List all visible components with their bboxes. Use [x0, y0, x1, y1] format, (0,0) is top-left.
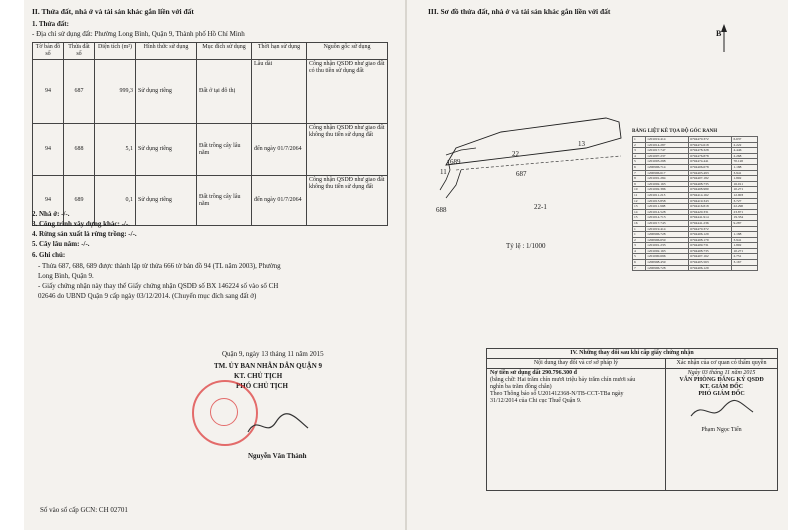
coord-cell: 11: [633, 192, 646, 198]
coord-cell: 6794406.678: [689, 164, 732, 170]
section-title: II. Thửa đất, nhà ở và tài sản khác gắn liền với đất: [32, 7, 194, 16]
coord-cell: 6.637: [732, 137, 758, 143]
coord-cell: 5: [633, 159, 646, 165]
map-label: 13: [578, 140, 585, 148]
coord-cell: 1200996.659: [646, 237, 689, 243]
address-line: - Địa chỉ sử dụng đất: Phường Long Bình, Quận 9, Thành phố Hồ Chí Minh: [32, 30, 245, 38]
coord-cell: 6794406.129: [689, 265, 732, 271]
cell-purpose: Đất trồng cây lâu năm: [197, 124, 252, 176]
coord-cell: 1201019.414: [646, 137, 689, 143]
coord-row: [633, 232, 758, 238]
notice-line: 31/12/2014 của Chi cục Thuế Quận 9.: [490, 398, 582, 404]
construction-line: 3. Công trình xây dựng khác: -/-.: [32, 220, 130, 228]
table-row: [33, 60, 388, 124]
coord-cell: 2: [633, 142, 646, 148]
map-label: 22: [512, 150, 519, 158]
cell-purpose: Đất trồng cây lâu năm: [197, 176, 252, 226]
coord-cell: 3.941: [732, 237, 758, 243]
coord-cell: 1.802: [732, 176, 758, 182]
cell-form: Sử dụng riêng: [136, 124, 197, 176]
coord-cell: 6794409.731: [689, 243, 732, 249]
cell-parcel: 687: [64, 60, 95, 124]
coord-cell: 1201001.233: [646, 243, 689, 249]
coord-cell: 6794416.818: [689, 204, 732, 210]
coord-cell: 6794407.162: [689, 254, 732, 260]
coord-cell: 6794470.372: [689, 226, 732, 232]
coord-cell: 16.011: [732, 181, 758, 187]
coord-cell: 4: [633, 153, 646, 159]
coord-table: [632, 136, 758, 271]
coord-cell: 1201002.163: [646, 181, 689, 187]
registry-number: Số vào sổ cấp GCN: CH 02701: [40, 506, 128, 514]
coord-cell: 3.941: [732, 170, 758, 176]
coord-cell: 8: [633, 176, 646, 182]
coord-cell: 6794476.878: [689, 153, 732, 159]
coord-cell: 3.167: [732, 260, 758, 266]
coord-cell: 1201014.528: [646, 209, 689, 215]
debt-line: Nợ tiền sử dụng đất 290.796.300 đ: [490, 370, 577, 376]
coord-cell: 15: [633, 215, 646, 221]
col-header: Nguồn gốc sử dụng: [307, 43, 388, 60]
coord-cell: 12: [633, 198, 646, 204]
coord-cell: 5: [633, 254, 646, 260]
coord-cell: 3: [633, 148, 646, 154]
cell-parcel: 688: [64, 124, 95, 176]
cell-parcel: 689: [64, 176, 95, 226]
vice-director: PHÓ GIÁM ĐỐC: [698, 391, 745, 397]
coord-cell: [732, 265, 758, 271]
coord-cell: 7: [633, 170, 646, 176]
coord-cell: 3: [633, 243, 646, 249]
cell-term: Lâu dài: [252, 60, 307, 124]
col-header: Diện tích (m²): [95, 43, 136, 60]
coord-row: [633, 137, 758, 143]
coord-cell: 16: [633, 220, 646, 226]
coord-cell: 6794470.372: [689, 137, 732, 143]
coord-cell: 1200998.459: [646, 260, 689, 266]
coord-cell: 6794407.182: [689, 176, 732, 182]
coord-cell: 13: [633, 204, 646, 210]
coord-row: [633, 148, 758, 154]
changes-table: [486, 348, 778, 491]
table-row: [33, 176, 388, 226]
kt-director: KT. GIÁM ĐỐC: [699, 384, 744, 390]
coord-cell: 6794414.162: [689, 192, 732, 198]
office-title: VĂN PHÒNG ĐĂNG KÝ QSDĐ: [679, 377, 764, 383]
col-header: Thời hạn sử dụng: [252, 43, 307, 60]
house-line: 2. Nhà ở: -/-.: [32, 210, 70, 218]
land-table: [32, 42, 388, 226]
coord-cell: 1201017.747: [646, 148, 689, 154]
coord-cell: 6794474.441: [689, 159, 732, 165]
coord-row: [633, 254, 758, 260]
coord-cell: 1.188: [732, 232, 758, 238]
coord-row: [633, 164, 758, 170]
map-label: 11: [440, 168, 447, 176]
signer-name: Nguyễn Văn Thành: [248, 452, 307, 460]
confirm-signer: Phạm Ngọc Tiến: [701, 427, 742, 433]
cell-area: 999,3: [95, 60, 136, 124]
cell-sheet: 94: [33, 60, 64, 124]
role-title: PHÓ CHỦ TỊCH: [236, 382, 288, 390]
coord-cell: 1201000.696: [646, 254, 689, 260]
coord-row: [633, 248, 758, 254]
coord-cell: 6794419.343: [689, 198, 732, 204]
coord-cell: 4.446: [732, 148, 758, 154]
coord-cell: 19.334: [732, 215, 758, 221]
kt-title: KT. CHỦ TỊCH: [234, 372, 283, 380]
authority-title: TM. ỦY BAN NHÂN DÂN QUẬN 9: [214, 362, 323, 370]
coord-cell: 1201019.414: [646, 226, 689, 232]
coord-row: [633, 142, 758, 148]
coord-cell: 1.188: [732, 164, 758, 170]
map-label: 687: [516, 170, 527, 178]
coord-cell: 1200996.728: [646, 232, 689, 238]
coord-cell: 6794408.980: [689, 187, 732, 193]
issue-date: Quận 9, ngày 13 tháng 11 năm 2015: [222, 350, 324, 358]
coord-cell: 7: [633, 265, 646, 271]
map-label: 688: [436, 206, 447, 214]
coord-table-title: BẢNG LIỆT KÊ TỌA ĐỘ GÓC RANH: [632, 129, 718, 134]
coord-cell: 1201011.213: [646, 192, 689, 198]
coord-cell: 1: [633, 226, 646, 232]
coord-row: [633, 260, 758, 266]
perennial-line: 5. Cây lâu năm: -/-.: [32, 240, 90, 248]
note-line: - Giấy chứng nhận này thay thế Giấy chứng nhận QSDĐ số BX 146224 số vào sổ CH: [38, 282, 279, 290]
coord-cell: 6794441.236: [689, 220, 732, 226]
coord-cell: 22.290: [732, 204, 758, 210]
coord-cell: 12.903: [732, 192, 758, 198]
coord-cell: 6794408.735: [689, 181, 732, 187]
coord-cell: 1200996.714: [646, 164, 689, 170]
coord-row: [633, 181, 758, 187]
table-header-row: [33, 43, 388, 60]
cell-sheet: 94: [33, 124, 64, 176]
coord-cell: 6794403.493: [689, 170, 732, 176]
coord-cell: 10.271: [732, 187, 758, 193]
note-line: 02646 do UBND Quận 9 cấp ngày 03/12/2014. (Chuyển mục đích sang đất ở): [38, 292, 257, 300]
cell-origin: Công nhận QSDĐ như giao đất không thu tiền sử dụng đất: [307, 176, 388, 226]
coord-row: [633, 153, 758, 159]
coord-row: [633, 170, 758, 176]
coord-cell: 1: [633, 137, 646, 143]
map-label: 689: [450, 158, 461, 166]
cell-area: 5,1: [95, 124, 136, 176]
coord-cell: 1201007.237: [646, 153, 689, 159]
coord-cell: 1: [633, 232, 646, 238]
coord-cell: 6794478.328: [689, 148, 732, 154]
coord-cell: 14: [633, 209, 646, 215]
parcel-heading: 1. Thửa đất:: [32, 20, 69, 28]
right-page: [406, 0, 788, 530]
coord-cell: 1201002.386: [646, 187, 689, 193]
coord-row: [633, 159, 758, 165]
coord-cell: 3.727: [732, 198, 758, 204]
cell-form: Sử dụng riêng: [136, 60, 197, 124]
coord-row: [633, 209, 758, 215]
map-label: 22-1: [534, 203, 547, 211]
coord-cell: 6: [633, 164, 646, 170]
coord-cell: 6794405.563: [689, 260, 732, 266]
notes-heading: 6. Ghi chú:: [32, 251, 66, 259]
cell-purpose: Đất ở tại đô thị: [197, 60, 252, 124]
col-header: Hình thức sử dụng: [136, 43, 197, 60]
confirm-date: Ngày 03 tháng 11 năm 2015: [687, 370, 756, 376]
notice-line: Theo Thông báo số U201412368-N/TB-CCT-TBa ngày: [490, 391, 624, 397]
coord-cell: 1200996.617: [646, 170, 689, 176]
coord-cell: 6794408.735: [689, 248, 732, 254]
coord-row: [633, 198, 758, 204]
forest-line: 4. Rừng sản xuất là rừng trồng: -/-.: [32, 230, 137, 238]
coord-cell: 9: [633, 181, 646, 187]
cell-origin: Công nhận QSDĐ như giao đất không thu tiền sử dụng đất: [307, 124, 388, 176]
coord-row: [633, 192, 758, 198]
signature-mark: [687, 398, 757, 424]
changes-title: IV. Những thay đổi sau khi cấp giấy chứng nhận: [487, 349, 778, 359]
north-label: B: [716, 29, 722, 38]
coord-cell: 1.802: [732, 243, 758, 249]
coord-cell: 6794420.331: [689, 209, 732, 215]
coord-cell: 23.871: [732, 209, 758, 215]
coord-row: [633, 237, 758, 243]
cell-form: Sử dụng riêng: [136, 176, 197, 226]
coord-cell: 70.120: [732, 159, 758, 165]
col-header: Xác nhận của cơ quan có thẩm quyền: [666, 359, 778, 369]
change-content-cell: [487, 369, 666, 491]
coord-row: [633, 215, 758, 221]
coord-cell: 1201003.298: [646, 159, 689, 165]
note-line: - Thửa 687, 688, 689 được thành lập từ thửa 666 tờ bản đồ 94 (TL năm 2003), Phường: [38, 262, 281, 270]
cell-origin: Công nhận QSDĐ như giao đất có thu tiền sử dụng đất: [307, 60, 388, 124]
coord-cell: 6794408.179: [689, 237, 732, 243]
coord-cell: 2: [633, 237, 646, 243]
coord-row: [633, 187, 758, 193]
coord-row: [633, 220, 758, 226]
coord-cell: 6794441.914: [689, 215, 732, 221]
scale-label: Tỷ lệ : 1/1000: [506, 242, 546, 250]
coord-cell: 9.287: [732, 220, 758, 226]
section-title: III. Sơ đồ thửa đất, nhà ở và tài sản khác gắn liền với đất: [428, 7, 611, 16]
cell-term: đến ngày 01/7/2064: [252, 176, 307, 226]
col-header: Mục đích sử dụng: [197, 43, 252, 60]
coord-row: [633, 204, 758, 210]
coord-cell: 1201014.287: [646, 142, 689, 148]
col-header: Nội dung thay đổi và cơ sở pháp lý: [487, 359, 666, 369]
cell-area: 0,1: [95, 176, 136, 226]
coord-cell: 6: [633, 260, 646, 266]
coord-row: [633, 265, 758, 271]
col-header: Tờ bản đồ số: [33, 43, 64, 60]
cell-term: đến ngày 01/7/2064: [252, 124, 307, 176]
coord-cell: 10.271: [732, 248, 758, 254]
left-page: [24, 0, 406, 530]
note-line: Long Bình, Quận 9.: [38, 272, 94, 280]
coord-row: [633, 176, 758, 182]
coord-cell: 1200996.728: [646, 265, 689, 271]
change-authority-cell: [666, 369, 778, 491]
coord-cell: 6794474.618: [689, 142, 732, 148]
coord-cell: 2.268: [732, 153, 758, 159]
coord-cell: 1201011.998: [646, 204, 689, 210]
signature-mark: [244, 410, 314, 440]
coord-cell: 6794406.129: [689, 232, 732, 238]
coord-cell: 1201013.858: [646, 198, 689, 204]
coord-cell: 2.751: [732, 254, 758, 260]
coord-cell: 4: [633, 248, 646, 254]
table-row: [33, 124, 388, 176]
debt-words: nghìn ba trăm đồng chẵn): [490, 384, 552, 390]
coord-cell: 10: [633, 187, 646, 193]
coord-cell: 2.222: [732, 142, 758, 148]
coord-row: [633, 243, 758, 249]
cell-sheet: 94: [33, 176, 64, 226]
debt-words: (bằng chữ: Hai trăm chín mươi triệu bảy trăm chín mươi sáu: [490, 377, 636, 383]
coord-cell: 1201017.743: [646, 220, 689, 226]
coord-cell: 1201001.284: [646, 176, 689, 182]
coord-cell: 1201002.163: [646, 248, 689, 254]
col-header: Thửa đất số: [64, 43, 95, 60]
coord-cell: 1201014.713: [646, 215, 689, 221]
